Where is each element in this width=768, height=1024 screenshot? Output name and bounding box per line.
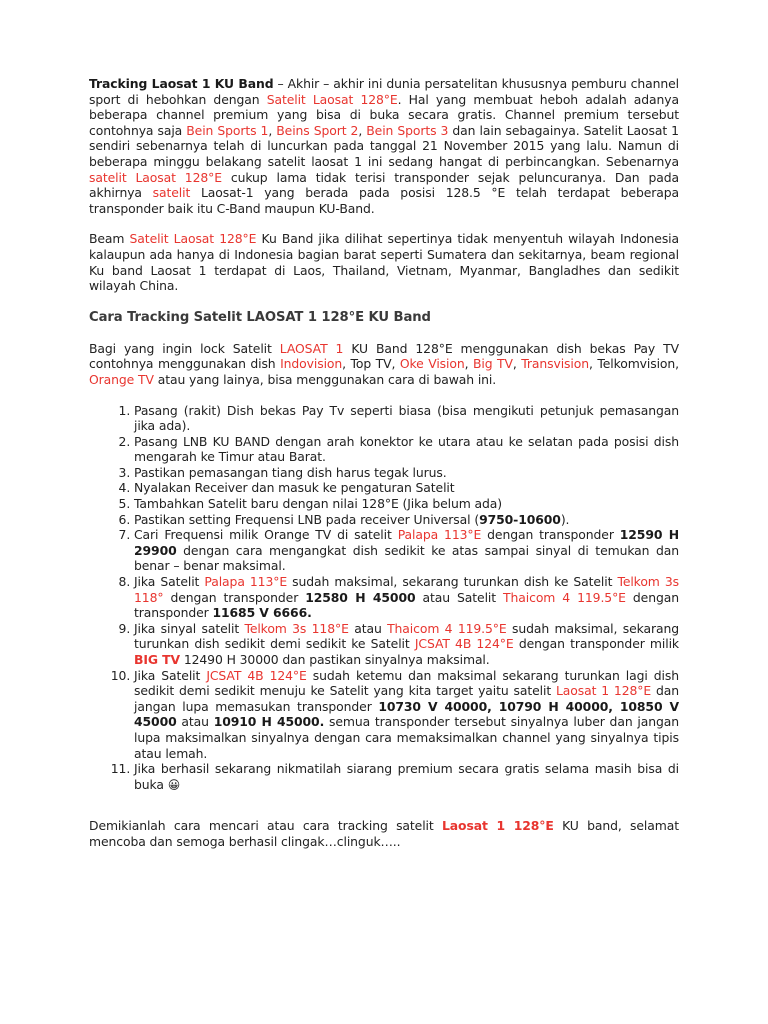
steps-list [89,403,679,794]
link-laosat-1[interactable]: LAOSAT 1 [279,340,344,356]
list-item: 10. Jika Satelit JCSAT 4B 124°E sudah ketemu dan maksimal sekarang turunkan lagi dish sedikit demi sedikit menuju ke Satelit yang kita target yaitu satelit Laosat 1 128°E dan jangan lupa memasukan transponder 10730 V 40000, 10790 H 40000, 10850 V 45000 atau 10910 H 45000. semua transponder tersebut sinyalnya luber dan jangan lupa maksimalkan sinyalnya dengan cara memaksimalkan channel yang sinyalnya tipis atau lemah. [134,668,679,762]
link-big-tv[interactable]: Big TV [472,356,513,372]
article [89,76,679,850]
link-beins-sport-2[interactable]: Beins Sport 2 [276,122,359,138]
link-thaicom-4[interactable]: Thaicom 4 119.5°E [503,589,626,605]
list-item: 8. Jika Satelit Palapa 113°E sudah maksimal, sekarang turunkan dish ke Satelit Telkom 3s 118° dengan transponder 12580 H 45000 atau Satelit Thaicom 4 119.5°E dengan transponder 11685 V 6666. [134,574,679,621]
link-jcsat-4b-2[interactable]: JCSAT 4B 124°E [206,667,307,683]
link-big-tv-2[interactable]: BIG TV [134,652,180,667]
list-item: 2. Pasang LNB KU BAND dengan arah konektor ke utara atau ke selatan pada posisi dish mengarah ke Timur atau Barat. [134,434,679,465]
link-bein-sports-3[interactable]: Bein Sports 3 [366,122,449,138]
link-indovision[interactable]: Indovision [280,356,343,372]
link-bein-sports-1[interactable]: Bein Sports 1 [186,122,269,138]
list-item: 3. Pastikan pemasangan tiang dish harus tegak lurus. [134,465,679,481]
link-thaicom-4-2[interactable]: Thaicom 4 119.5°E [387,620,507,636]
section-heading: Cara Tracking Satelit LAOSAT 1 128°E KU Band [89,309,431,325]
link-orange-tv[interactable]: Orange TV [89,371,154,387]
list-item: 11. Jika berhasil sekarang nikmatilah siarang premium secara gratis selama masih bisa di buka 😀 [134,761,679,793]
link-jcsat-4b[interactable]: JCSAT 4B 124°E [414,636,514,652]
list-item: 9. Jika sinyal satelit Telkom 3s 118°E atau Thaicom 4 119.5°E sudah maksimal, sekarang turunkan dish sedikit demi sedikit ke Satelit JCSAT 4B 124°E dengan transponder milik BIG TV 12490 H 30000 dan pastikan sinyalnya maksimal. [134,621,679,668]
link-satelit[interactable]: satelit [152,185,191,201]
beam-paragraph: Beam Satelit Laosat 128°E Ku Band jika dilihat sepertinya tidak menyentuh wilayah Indonesia kalaupun ada hanya di Indonesia bagian barat seperti Sumatera dan sekitarnya, beam regional Ku band Laosat 1 terdapat di Laos, Thailand, Vietnam, Myanmar, Bangladhes dan sedikit wilayah China. [89,231,680,294]
list-item: 4. Nyalakan Receiver dan masuk ke pengaturan Satelit [134,480,679,496]
link-satelit-laosat-2[interactable]: satelit Laosat 128°E [89,169,222,185]
link-palapa-2[interactable]: Palapa 113°E [204,574,288,590]
link-laosat-1-128-closing[interactable]: Laosat 1 128°E [441,818,554,834]
list-item: 6. Pastikan setting Frequensi LNB pada receiver Universal (9750-10600). [134,512,679,528]
list-item: 7. Cari Frequensi milik Orange TV di satelit Palapa 113°E dengan transponder 12590 H 29900 dengan cara mengangkat dish sedikit ke atas sampai sinyal di temukan dan benar – benar maksimal. [134,527,679,574]
smile-icon: 😀 [167,777,181,792]
list-item: 1. Pasang (rakit) Dish bekas Pay Tv seperti biasa (bisa mengikuti petunjuk pemasangan jika ada). [134,403,679,434]
link-telkom-3s[interactable]: Telkom 3s 118° [134,574,679,605]
intro-paragraph: Tracking Laosat 1 KU Band – Akhir – akhir ini dunia persatelitan khususnya pemburu channel sport di hebohkan dengan Satelit Laosat 128°E. Hal yang membuat heboh adalah adanya beberapa channel premium yang bisa di buka secara gratis. Channel premium tersebut contohnya saja Bein Sports 1, Beins Sport 2, Bein Sports 3 dan lain sebagainya. Satelit Laosat 1 sendiri sebenarnya telah di luncurkan pada tanggal 21 November 2015 yang lalu. Namun di beberapa minggu belakang satelit laosat 1 ini sedang hangat di perbincangkan. Sebenarnya satelit Laosat 128°E cukup lama tidak terisi transponder sejak peluncuranya. Dan pada akhirnya satelit Laosat-1 yang berada pada posisi 128.5 °E telah terdapat beberapa transponder baik itu C-Band maupun KU-Band. [89,76,680,216]
closing-paragraph: Demikianlah cara mencari atau cara tracking satelit Laosat 1 128°E KU band, selamat mencoba dan semoga berhasil clingak…clinguk….. [89,818,679,849]
link-oke-vision[interactable]: Oke Vision [399,356,465,372]
link-palapa[interactable]: Palapa 113°E [397,527,482,543]
link-satelit-laosat-3[interactable]: Satelit Laosat 128°E [129,231,257,247]
article-title: Tracking Laosat 1 KU Band [89,76,274,91]
lead-paragraph: Bagi yang ingin lock Satelit LAOSAT 1 KU Band 128°E menggunakan dish bekas Pay TV contohnya menggunakan dish Indovision, Top TV, Oke Vision, Big TV, Transvision, Telkomvision, Orange TV atau yang lainya, bisa menggunakan cara di bawah ini. [89,340,680,387]
link-satelit-laosat[interactable]: Satelit Laosat 128°E [266,91,398,107]
link-laosat-1-128[interactable]: Laosat 1 128°E [555,683,652,699]
list-item: 5. Tambahkan Satelit baru dengan nilai 128°E (Jika belum ada) [134,496,679,512]
link-transvision[interactable]: Transvision [521,356,589,372]
link-telkom-3s-2[interactable]: Telkom 3s 118°E [244,620,349,636]
